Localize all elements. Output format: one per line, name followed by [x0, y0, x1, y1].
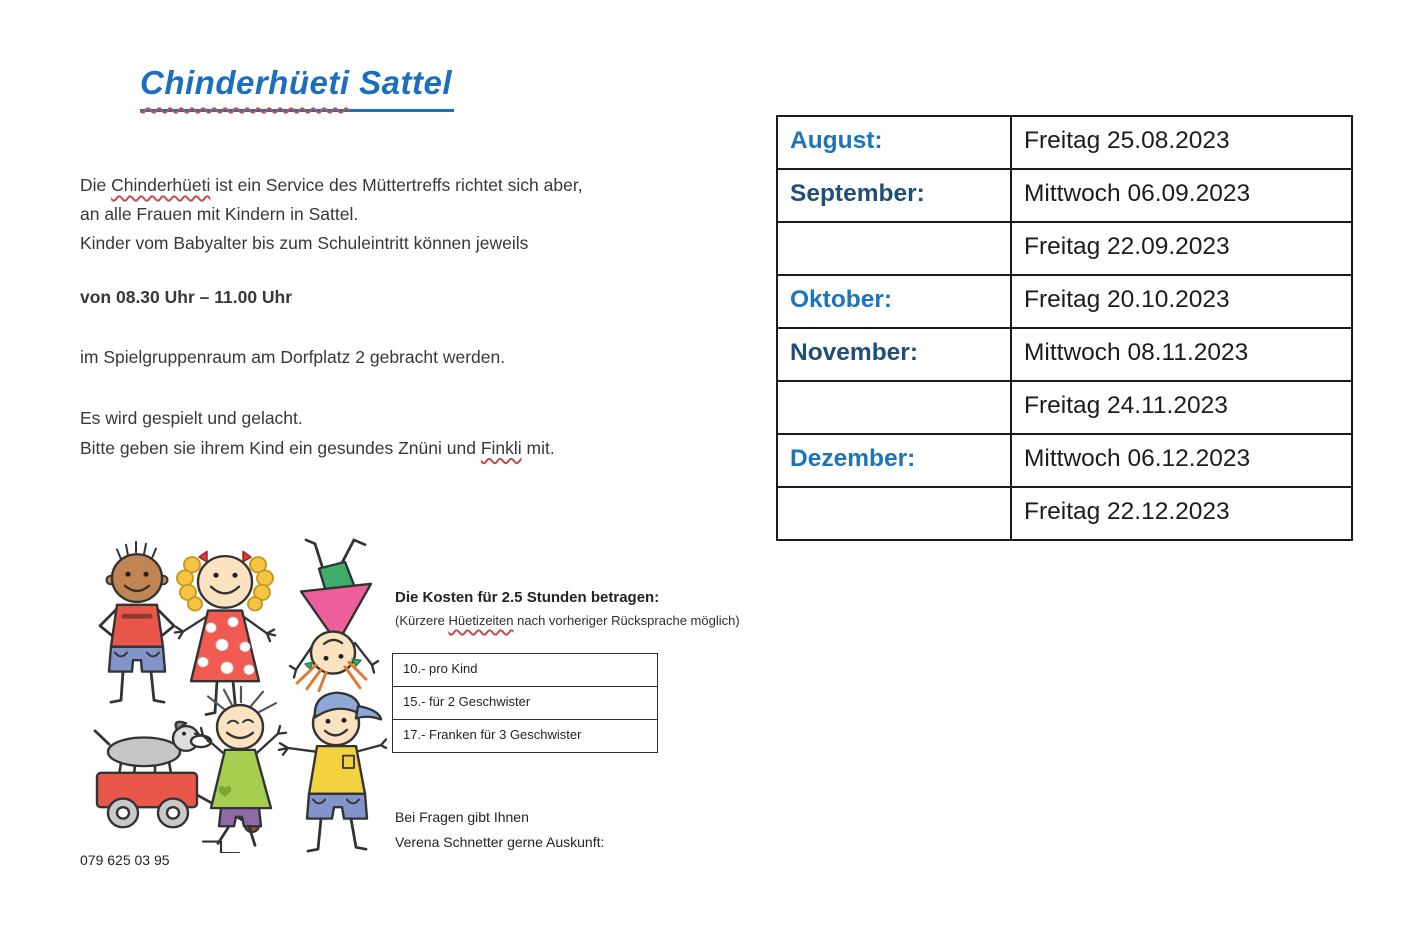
girl-green-figure [195, 687, 286, 853]
schedule-month [777, 487, 1011, 540]
cost-row [393, 687, 658, 720]
cost-cell: 10.- pro Kind [393, 654, 658, 687]
play-line-2 [80, 434, 555, 464]
schedule-date: Mittwoch 06.09.2023 [1011, 169, 1352, 222]
schedule-month: November: [777, 328, 1011, 381]
spellchecked-word: Finkli [480, 437, 522, 458]
schedule-row [777, 222, 1352, 275]
schedule-row [777, 169, 1352, 222]
schedule-month: Dezember: [777, 434, 1011, 487]
phone-number: 079 625 03 95 [80, 852, 170, 868]
costs-note-post: nach vorheriger Rücksprache möglich) [513, 613, 740, 628]
costs-note-pre: (Kürzere [395, 613, 449, 628]
intro-line-1-post: ist ein Service des Müttertreffs richtet sich aber, [210, 175, 583, 195]
cost-table [392, 653, 658, 753]
schedule-month [777, 381, 1011, 434]
intro-line-1-pre: Die [80, 175, 112, 195]
schedule-row [777, 381, 1352, 434]
boy-akimbo-figure [100, 542, 174, 702]
costs-note [395, 613, 740, 628]
cost-row [393, 720, 658, 753]
schedule-row [777, 487, 1352, 540]
intro-line-3: Kinder vom Babyalter bis zum Schuleintritt können jeweils [80, 233, 529, 253]
costs-heading: Die Kosten für 2.5 Stunden betragen: [395, 589, 660, 606]
children-clipart [75, 538, 387, 853]
schedule-date: Freitag 24.11.2023 [1011, 381, 1352, 434]
schedule-month: August: [777, 116, 1011, 169]
schedule-row [777, 116, 1352, 169]
contact-line-2: Verena Schnetter gerne Auskunft: [395, 833, 605, 850]
schedule-month [777, 222, 1011, 275]
schedule-row [777, 434, 1352, 487]
intro-paragraph [80, 171, 583, 258]
location-line: im Spielgruppenraum am Dorfplatz 2 gebracht werden. [80, 347, 506, 367]
cost-cell: 15.- für 2 Geschwister [393, 687, 658, 720]
schedule-row [777, 328, 1352, 381]
contact-block [395, 805, 604, 854]
cost-row [393, 654, 658, 687]
play-line-2-post: mit. [521, 437, 555, 458]
schedule-date: Mittwoch 08.11.2023 [1011, 328, 1352, 381]
page-title [140, 64, 454, 112]
schedule-date: Freitag 22.12.2023 [1011, 487, 1352, 540]
boy-cap-figure [279, 693, 386, 851]
intro-line-2: an alle Frauen mit Kindern in Sattel. [80, 204, 359, 224]
schedule-date: Freitag 22.09.2023 [1011, 222, 1352, 275]
title-word-spellchecked: Chinderhüeti [140, 64, 350, 101]
schedule-month: Oktober: [777, 275, 1011, 328]
schedule-row [777, 275, 1352, 328]
intro-line-1 [80, 171, 583, 200]
cost-cell: 17.- Franken für 3 Geschwister [393, 720, 658, 753]
play-paragraph [80, 404, 555, 463]
play-line-1: Es wird gespielt und gelacht. [80, 408, 303, 428]
handstand-child-figure [290, 540, 378, 691]
title-word-rest: Sattel [349, 64, 453, 101]
opening-hours: von 08.30 Uhr – 11.00 Uhr [80, 287, 293, 307]
spellchecked-word: Chinderhüeti [111, 175, 211, 195]
schedule-table [776, 115, 1353, 541]
schedule-month: September: [777, 169, 1011, 222]
contact-line-1: Bei Fragen gibt Ihnen [395, 809, 529, 825]
schedule-date: Mittwoch 06.12.2023 [1011, 434, 1352, 487]
spellchecked-word: Hüetizeiten [448, 613, 514, 628]
schedule-date: Freitag 25.08.2023 [1011, 116, 1352, 169]
schedule-date: Freitag 20.10.2023 [1011, 275, 1352, 328]
play-line-2-pre: Bitte geben sie ihrem Kind ein gesundes Znüni und [80, 437, 481, 458]
